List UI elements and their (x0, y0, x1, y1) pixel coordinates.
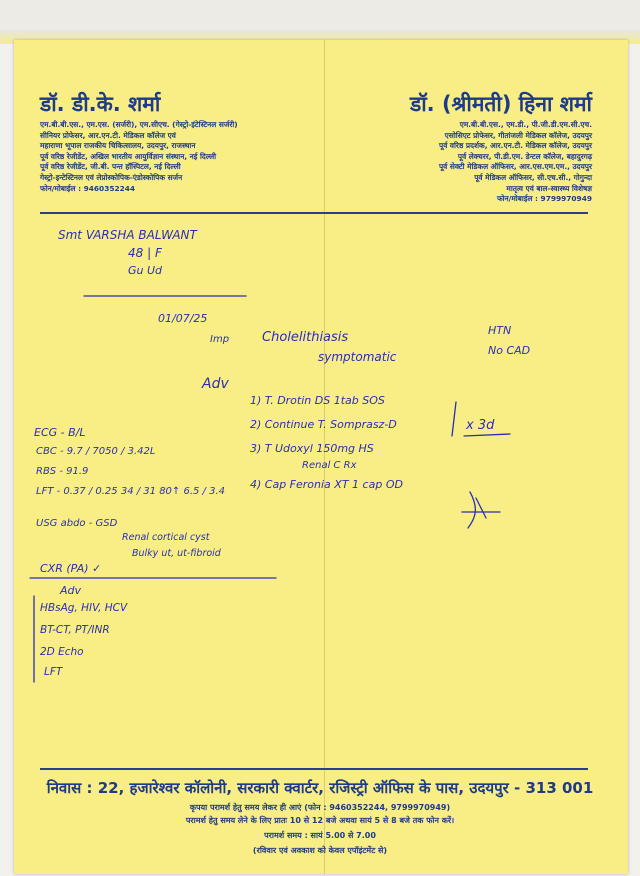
right-doctor-phone: फोन/मोबाईल : 9799970949 (496, 194, 592, 204)
qual-line: पूर्व वरिष्ठ रेजीडेंट, जी.बी. पन्त हॉस्पिटल, नई दिल्ली (40, 162, 181, 172)
finding-ecg: ECG - B/L (34, 426, 86, 439)
qual-line: महाराणा भूपाल राजकीय चिकित्सालय, उदयपुर, राजस्थान (40, 141, 196, 151)
medication-note: Renal C Rx (302, 460, 357, 471)
clinic-address: निवास : 22, हजारेश्वर कॉलोनी, सरकारी क्वार्टर, रजिस्ट्री ऑफिस के पास, उदयपुर - 313 001 (46, 779, 594, 797)
visit-date: 01/07/25 (158, 312, 208, 325)
qual-line: पूर्व सेक्टी मेडिकल ऑफिसर, आर.एस.एम.एम., उदयपुर (438, 162, 592, 172)
medication-bracket (452, 402, 456, 436)
impression-label: Imp (210, 334, 230, 345)
medication-item: 2) Continue T. Somprasz-D (250, 418, 397, 431)
footer-line: परामर्श समय : सायं 5.00 से 7.00 (264, 831, 376, 840)
patient-name: Smt VARSHA BALWANT (58, 228, 197, 242)
qual-line: पूर्व लेक्चरर, पी.डी.एम. डेन्टल कॉलेज, बहादुरगढ़ (457, 151, 592, 161)
finding-usg-detail: Renal cortical cyst (122, 532, 210, 543)
footer-line: (रविवार एवं अवकाश को केवल एपॉइंटमेंट से) (252, 846, 388, 855)
investigation-cxr: CXR (PA) ✓ (40, 562, 102, 575)
qual-line: एम.बी.बी.एस., एम.डी., पी.जी.डी.एम.सी.एच. (459, 120, 592, 129)
right-doctor-name: डॉ. (श्रीमती) हिना शर्मा (409, 92, 592, 116)
finding-usg: USG abdo - GSD (36, 518, 118, 529)
qual-line: पूर्व मेडिकल ऑफिसर, सी.एच.सी., गोगुन्दा (474, 172, 592, 182)
qual-line: पूर्व वरिष्ठ प्रदर्शक, आर.एन.टी. मेडिकल कॉलेज, उदयपुर (439, 141, 592, 151)
investigation-item: LFT (44, 666, 63, 678)
impression-diagnosis: Cholelithiasis (262, 330, 349, 345)
investigation-item: HBsAg, HIV, HCV (40, 602, 128, 614)
qual-line: पूर्व वरिष्ठ रेजीडेंट, अखिल भारतीय आयुर्विज्ञान संस्थान, नई दिल्ली (40, 151, 217, 161)
footer-line: परामर्श हेतु समय लेने के लिए प्रातः 10 से 12 बजे अथवा सायं 5 से 8 बजे तक फोन करें। (185, 816, 455, 825)
finding-lft: LFT - 0.37 / 0.25 34 / 31 80↑ 6.5 / 3.4 (36, 486, 226, 497)
signature-icon (462, 492, 500, 528)
history-cad: No CAD (488, 344, 531, 357)
advice-label: Adv (202, 376, 229, 392)
finding-usg-detail: Bulky ut, ut-fibroid (132, 548, 221, 559)
qual-line: एसोसिएट प्रोफेसर, गीतांजली मेडिकल कॉलेज, उदयपुर (444, 130, 592, 140)
qual-line: मातृत्व एवं बाल-स्वास्थ्य विशेषज्ञ (506, 183, 592, 193)
history-htn: HTN (488, 324, 512, 337)
medication-item: 1) T. Drotin DS 1tab SOS (250, 394, 385, 407)
footer-divider (40, 768, 588, 770)
footer-line: कृपया परामर्श हेतु समय लेकर ही आएं (फोन : 9460352244, 9799970949) (189, 803, 451, 812)
investigation-item: BT-CT, PT/INR (40, 624, 110, 636)
qual-line: एम.बी.बी.एस., एम.एस. (सर्जरी), एम.सीएच. (गेस्ट्रो-इंटेस्टिनल सर्जरी) (40, 120, 238, 129)
qual-line: गेस्ट्रो-इन्टेस्टिनल एवं लेप्रोस्कोपिक-एंडोस्कोपिक सर्जन (40, 172, 183, 182)
medication-duration: x 3d (466, 418, 495, 433)
left-doctor-phone: फोन/मोबाईल : 9460352244 (40, 183, 136, 193)
investigation-item: 2D Echo (40, 646, 84, 658)
impression-qualifier: symptomatic (318, 350, 397, 364)
patient-note: Gu Ud (128, 264, 163, 277)
qual-line: सीनियर प्रोफेसर, आर.एन.टी. मेडिकल कॉलेज एवं (40, 130, 176, 140)
medication-item: 3) T Udoxyl 150mg HS (250, 442, 374, 455)
left-doctor-name: डॉ. डी.के. शर्मा (40, 92, 161, 116)
duration-underline (464, 434, 510, 436)
finding-cbc: CBC - 9.7 / 7050 / 3.42L (36, 446, 156, 457)
medication-item: 4) Cap Feronia XT 1 cap OD (250, 478, 403, 491)
finding-rbs: RBS - 91.9 (36, 466, 89, 477)
patient-age-sex: 48 | F (128, 246, 162, 260)
investigation-advice: Adv (60, 584, 82, 597)
